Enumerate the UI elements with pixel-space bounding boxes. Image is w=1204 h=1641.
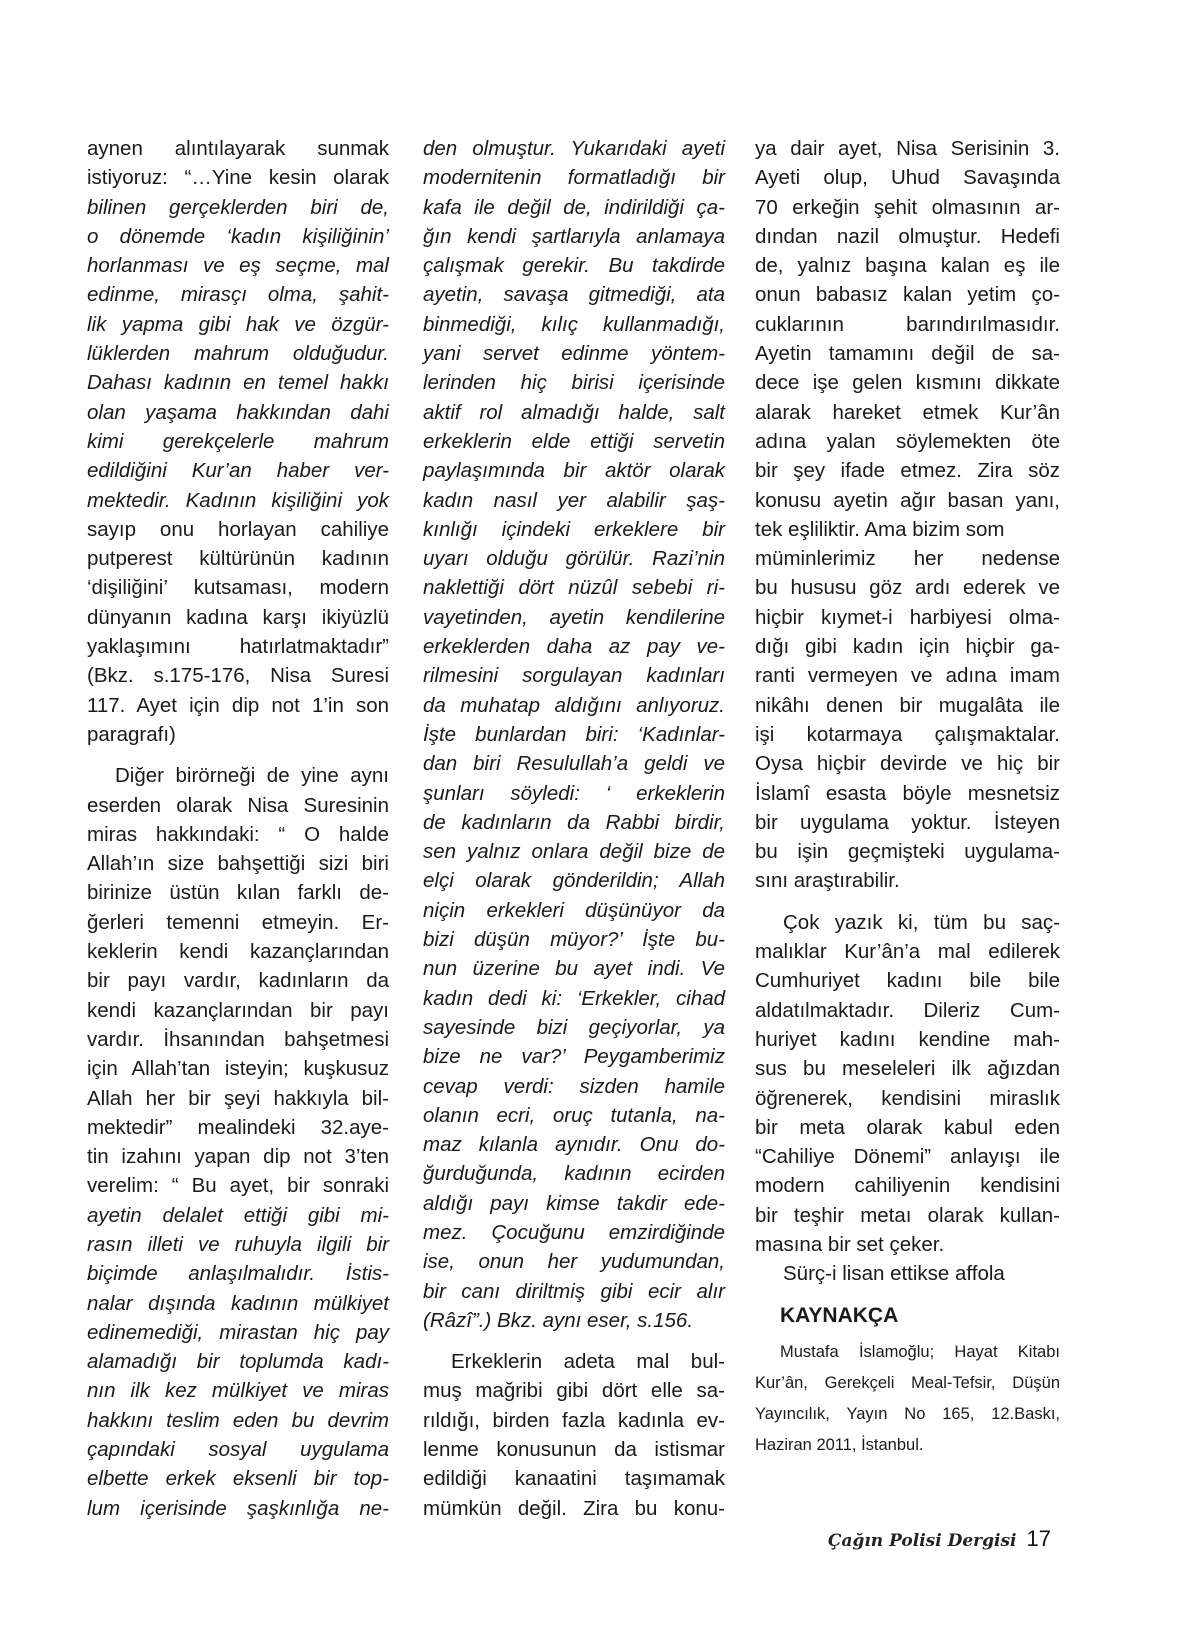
text-line: Sürç-i lisan ettikse affola (783, 1262, 1005, 1286)
text-line: ayetin delalet ettiği gibi mi- (87, 1203, 389, 1227)
text-line: bu işin geçmişteki uygulama- (755, 840, 1060, 864)
text-line: ranti vermeyen ve adına imam (755, 664, 1060, 688)
text-line: müminlerimiz her nedense (755, 547, 1060, 571)
text-line: modern cahiliyenin kendisini (755, 1174, 1060, 1198)
text-line: onun babasız kalan yetim ço- (755, 283, 1060, 307)
text-line: tek eşliliktir. Ama bizim som (755, 517, 1005, 541)
text-line: kadın nasıl yer alabilir şaş- (423, 488, 725, 512)
references-list (755, 1337, 1060, 1461)
text-line: birinize üstün kılan farklı de- (87, 881, 389, 905)
text-column-1 (87, 134, 389, 1523)
text-line: biçimde anlaşılmalıdır. İstis- (87, 1262, 389, 1286)
text-line: dından nazil olmuştur. Hedefi (755, 224, 1060, 248)
text-line: edinme, mirasçı olma, şahit- (87, 283, 389, 307)
text-line: hiçbir kıymet-i harbiyesi olma- (755, 605, 1060, 629)
text-line: işi kotarmaya çalışmaktalar. (755, 722, 1060, 746)
page-number: 17 (1026, 1526, 1051, 1551)
text-line: bilinen gerçeklerden biri de, (87, 195, 389, 219)
text-line: bu hususu göz ardı ederek ve (755, 576, 1060, 600)
text-line: rasın illeti ve ruhuyla ilgili bir (87, 1232, 389, 1256)
text-line: horlanması ve eş seçme, mal (87, 254, 389, 278)
text-line: de kadınların da Rabbi birdir, (423, 810, 725, 834)
text-line: ayetin, savaşa gitmediği, ata (423, 283, 725, 307)
text-line: şunları söyledi: ‘ erkeklerin (423, 781, 725, 805)
text-line: sını araştırabilir. (755, 869, 900, 893)
text-line: den olmuştur. Yukarıdaki ayeti (423, 137, 725, 160)
text-line: lüklerden mahrum olduğudur. (87, 342, 389, 366)
text-line: (Râzî”.) Bkz. aynı eser, s.156. (423, 1308, 694, 1332)
text-line: aldatılmaktadır. Dileriz Cum- (755, 998, 1060, 1022)
reference-line: Yayıncılık, Yayın No 165, 12.Baskı, (755, 1404, 1060, 1423)
text-line: nalar dışında kadının mülkiyet (87, 1291, 389, 1315)
text-line: ğurduğunda, kadının ecirden (423, 1162, 725, 1186)
text-line: sayesinde bizi geçiyorlar, ya (423, 1015, 725, 1039)
text-line: 70 erkeğin şehit olmasının ar- (755, 195, 1060, 219)
text-line: adına yalan söylemekten öte (755, 429, 1060, 453)
text-line: mez. Çocuğunu emzirdiğinde (423, 1220, 725, 1244)
text-line: Dahası kadının en temel hakkı (87, 371, 389, 395)
text-line: vayetinden, ayetin kendilerine (423, 605, 725, 629)
text-line: edinemediği, mirastan hiç pay (87, 1320, 389, 1344)
text-line: dan biri Resulullah’a geldi ve (423, 752, 725, 776)
text-line: konusu ayetin ağır basan yanı, (755, 488, 1060, 512)
text-line: bir şey ifade etmez. Zira söz (755, 459, 1060, 483)
text-line: kadın dedi ki: ‘Erkekler, cihad (423, 986, 725, 1010)
text-line: dığı gibi kadın için hiçbir ga- (755, 635, 1060, 659)
text-line: Ayeti olup, Uhud Savaşında (755, 166, 1060, 190)
text-line: verelim: “ Bu ayet, bir sonraki (87, 1174, 389, 1198)
text-line: dece işe gelen kısmını dikkate (755, 371, 1060, 395)
text-line: bir canı diriltmiş gibi ecir alır (423, 1279, 725, 1303)
text-line: aldığı payı kimse takdir ede- (423, 1191, 725, 1215)
paragraph-gap (755, 896, 1060, 908)
text-line: eserden olarak Nisa Suresinin (87, 793, 389, 817)
text-line: kafa ile değil de, indirildiği ça- (423, 195, 725, 219)
column-3-body (755, 134, 1060, 1289)
text-line: erkeklerin elde ettiği servetin (423, 429, 725, 453)
text-line: hakkını teslim eden bu devrim (87, 1408, 389, 1432)
text-line: lerinden hiç birisi içerisinde (423, 371, 725, 395)
text-line: yani servet edinme yöntem- (423, 342, 725, 366)
text-line: malıklar Kur’ân’a mal edilerek (755, 940, 1060, 964)
text-line: dünyanın kadına karşı ikiyüzlü (87, 605, 389, 629)
text-line: 117. Ayet için dip not 1’in son (87, 693, 389, 717)
text-line: muş mağribi gibi dört elle sa- (423, 1379, 725, 1403)
text-line: bizi düşün müyor?’ İşte bu- (423, 928, 725, 952)
text-line: ‘dişiliğini’ kutsaması, modern (87, 576, 389, 600)
text-line: vardır. İhsanından bahşetmesi (87, 1027, 389, 1051)
reference-line: Mustafa İslamoğlu; Hayat Kitabı (780, 1342, 1060, 1361)
text-line: olanın ecri, oruç tutanla, na- (423, 1103, 725, 1127)
text-line: lenme konusunun da istismar (423, 1438, 725, 1462)
text-line: cevap verdi: sizden hamile (423, 1074, 725, 1098)
text-line: rilmesini sorgulayan kadınları (423, 664, 725, 688)
text-line: alarak hareket etmek Kur’ân (755, 400, 1060, 424)
text-line: Allah her bir şeyi hakkıyla bil- (87, 1086, 389, 1110)
text-line: bize ne var?’ Peygamberimiz (423, 1045, 725, 1069)
text-line: alamadığı bir toplumda kadı- (87, 1350, 389, 1374)
text-line: uyarı olduğu görülür. Razi’nin (423, 547, 725, 571)
text-line: olan yaşama hakkından dahi (87, 400, 389, 424)
text-line: aynen alıntılayarak sunmak (87, 137, 389, 160)
text-line: Ayetin tamamını değil de sa- (755, 342, 1060, 366)
text-line: lik yapma gibi hak ve özgür- (87, 312, 389, 336)
text-line: ise, onun her yudumundan, (423, 1250, 725, 1274)
text-line: lum içerisinde şaşkınlığa ne- (87, 1496, 389, 1520)
text-line: paylaşımında bir aktör olarak (423, 459, 725, 483)
text-line: paragrafı) (87, 722, 176, 746)
reference-line: Kur’ân, Gerekçeli Meal-Tefsir, Düşün (755, 1373, 1060, 1392)
text-line: İslamî esasta böyle mesnetsiz (755, 781, 1060, 805)
text-line: çalışmak gerekir. Bu takdirde (423, 254, 725, 278)
text-line: bir meta olarak kabul eden (755, 1115, 1060, 1139)
text-line: o dönemde ‘kadın kişiliğinin’ (87, 224, 389, 248)
text-line: masına bir set çeker. (755, 1232, 945, 1256)
text-line: ğerleri temenni etmeyin. Er- (87, 910, 389, 934)
text-line: bir uygulama yoktur. İsteyen (755, 810, 1060, 834)
text-line: Çok yazık ki, tüm bu saç- (783, 910, 1060, 934)
text-line: öğrenerek, kendisini miraslık (755, 1086, 1060, 1110)
text-line: putperest kültürünün kadının (87, 547, 389, 571)
text-line: kimi gerekçelerle mahrum (87, 429, 389, 453)
text-line: bir payı vardır, kadınların da (87, 969, 389, 993)
text-line: ğın kendi şartlarıyla anlamaya (423, 224, 725, 248)
text-line: nın ilk kez mülkiyet ve miras (87, 1379, 389, 1403)
text-line: aktif rol almadığı halde, salt (423, 400, 725, 424)
references-heading: KAYNAKÇA (780, 1303, 899, 1327)
text-line: de, yalnız başına kalan eş ile (755, 254, 1060, 278)
text-line: elbette erkek eksenli bir top- (87, 1467, 389, 1491)
text-line: miras hakkındaki: “ O halde (87, 822, 389, 846)
text-line: kınlığı içindeki erkeklere bir (423, 517, 725, 541)
text-line: sen yalnız onlara değil bize de (423, 840, 725, 864)
text-line: Allah’ın size bahşettiği sizi biri (87, 852, 389, 876)
text-line: İşte bunlardan biri: ‘Kadınlar- (423, 722, 725, 746)
text-line: mektedir” mealindeki 32.aye- (87, 1115, 389, 1139)
text-line: binmediği, kılıç kullanmadığı, (423, 312, 725, 336)
text-line: Cumhuriyet kadını bile bile (755, 969, 1060, 993)
text-column-3 (755, 134, 1060, 1461)
reference-line: Haziran 2011, İstanbul. (755, 1435, 924, 1454)
text-line: çapındaki sosyal uygulama (87, 1438, 389, 1462)
text-line: huriyet kadını kendine mah- (755, 1027, 1060, 1051)
text-line: edildiği kanaatini taşımamak (423, 1467, 725, 1491)
text-line: ya dair ayet, Nisa Serisinin 3. (755, 137, 1060, 160)
paragraph-gap (87, 749, 389, 761)
text-line: bir teşhir metaı olarak kullan- (755, 1203, 1060, 1227)
text-line: cuklarının barındırılmasıdır. (755, 312, 1060, 336)
text-line: kendi kazançlarından bir payı (87, 998, 389, 1022)
text-line: da muhatap aldığını anlıyoruz. (423, 693, 725, 717)
paragraph-gap (423, 1335, 725, 1347)
text-line: tin izahını yapan dip not 3’ten (87, 1145, 389, 1169)
text-line: Erkeklerin adeta mal bul- (451, 1350, 725, 1374)
page-footer (828, 1526, 1051, 1552)
text-line: “Cahiliye Dönemi” anlayışı ile (755, 1145, 1060, 1169)
text-line: (Bkz. s.175-176, Nisa Suresi (87, 664, 389, 688)
text-line: rıldığı, birden fazla kadınla ev- (423, 1408, 725, 1432)
text-line: mümkün değil. Zira bu konu- (423, 1496, 725, 1520)
text-line: yaklaşımını hatırlatmaktadır” (87, 635, 389, 659)
text-line: istiyoruz: “…Yine kesin olarak (87, 166, 389, 190)
text-line: naklettiği dört nüzûl sebebi ri- (423, 576, 725, 600)
text-line: edildiğini Kur’an haber ver- (87, 459, 389, 483)
text-line: için Allah’tan isteyin; kuşkusuz (87, 1057, 389, 1081)
text-line: modernitenin formatladığı bir (423, 166, 725, 190)
text-line: Oysa hiçbir devirde ve hiç bir (755, 752, 1060, 776)
text-line: elçi olarak gönderildin; Allah (423, 869, 725, 893)
text-line: erkeklerden daha az pay ve- (423, 635, 725, 659)
journal-name: Çağın Polisi Dergisi (827, 1531, 1017, 1551)
text-line: niçin erkekleri düşünüyor da (423, 898, 725, 922)
text-line: nun üzerine bu ayet indi. Ve (423, 957, 725, 981)
text-line: Diğer birörneği de yine aynı (115, 764, 389, 788)
text-line: nikâhı denen bir mugalâta ile (755, 693, 1060, 717)
text-line: sayıp onu horlayan cahiliye (87, 517, 389, 541)
text-line: mektedir. Kadının kişiliğini yok (87, 488, 389, 512)
text-line: keklerin kendi kazançlarından (87, 940, 389, 964)
text-line: sus bu meseleleri ilk ağızdan (755, 1057, 1060, 1081)
text-column-2 (423, 134, 725, 1523)
text-line: maz kılanla aynıdır. Onu do- (423, 1133, 725, 1157)
